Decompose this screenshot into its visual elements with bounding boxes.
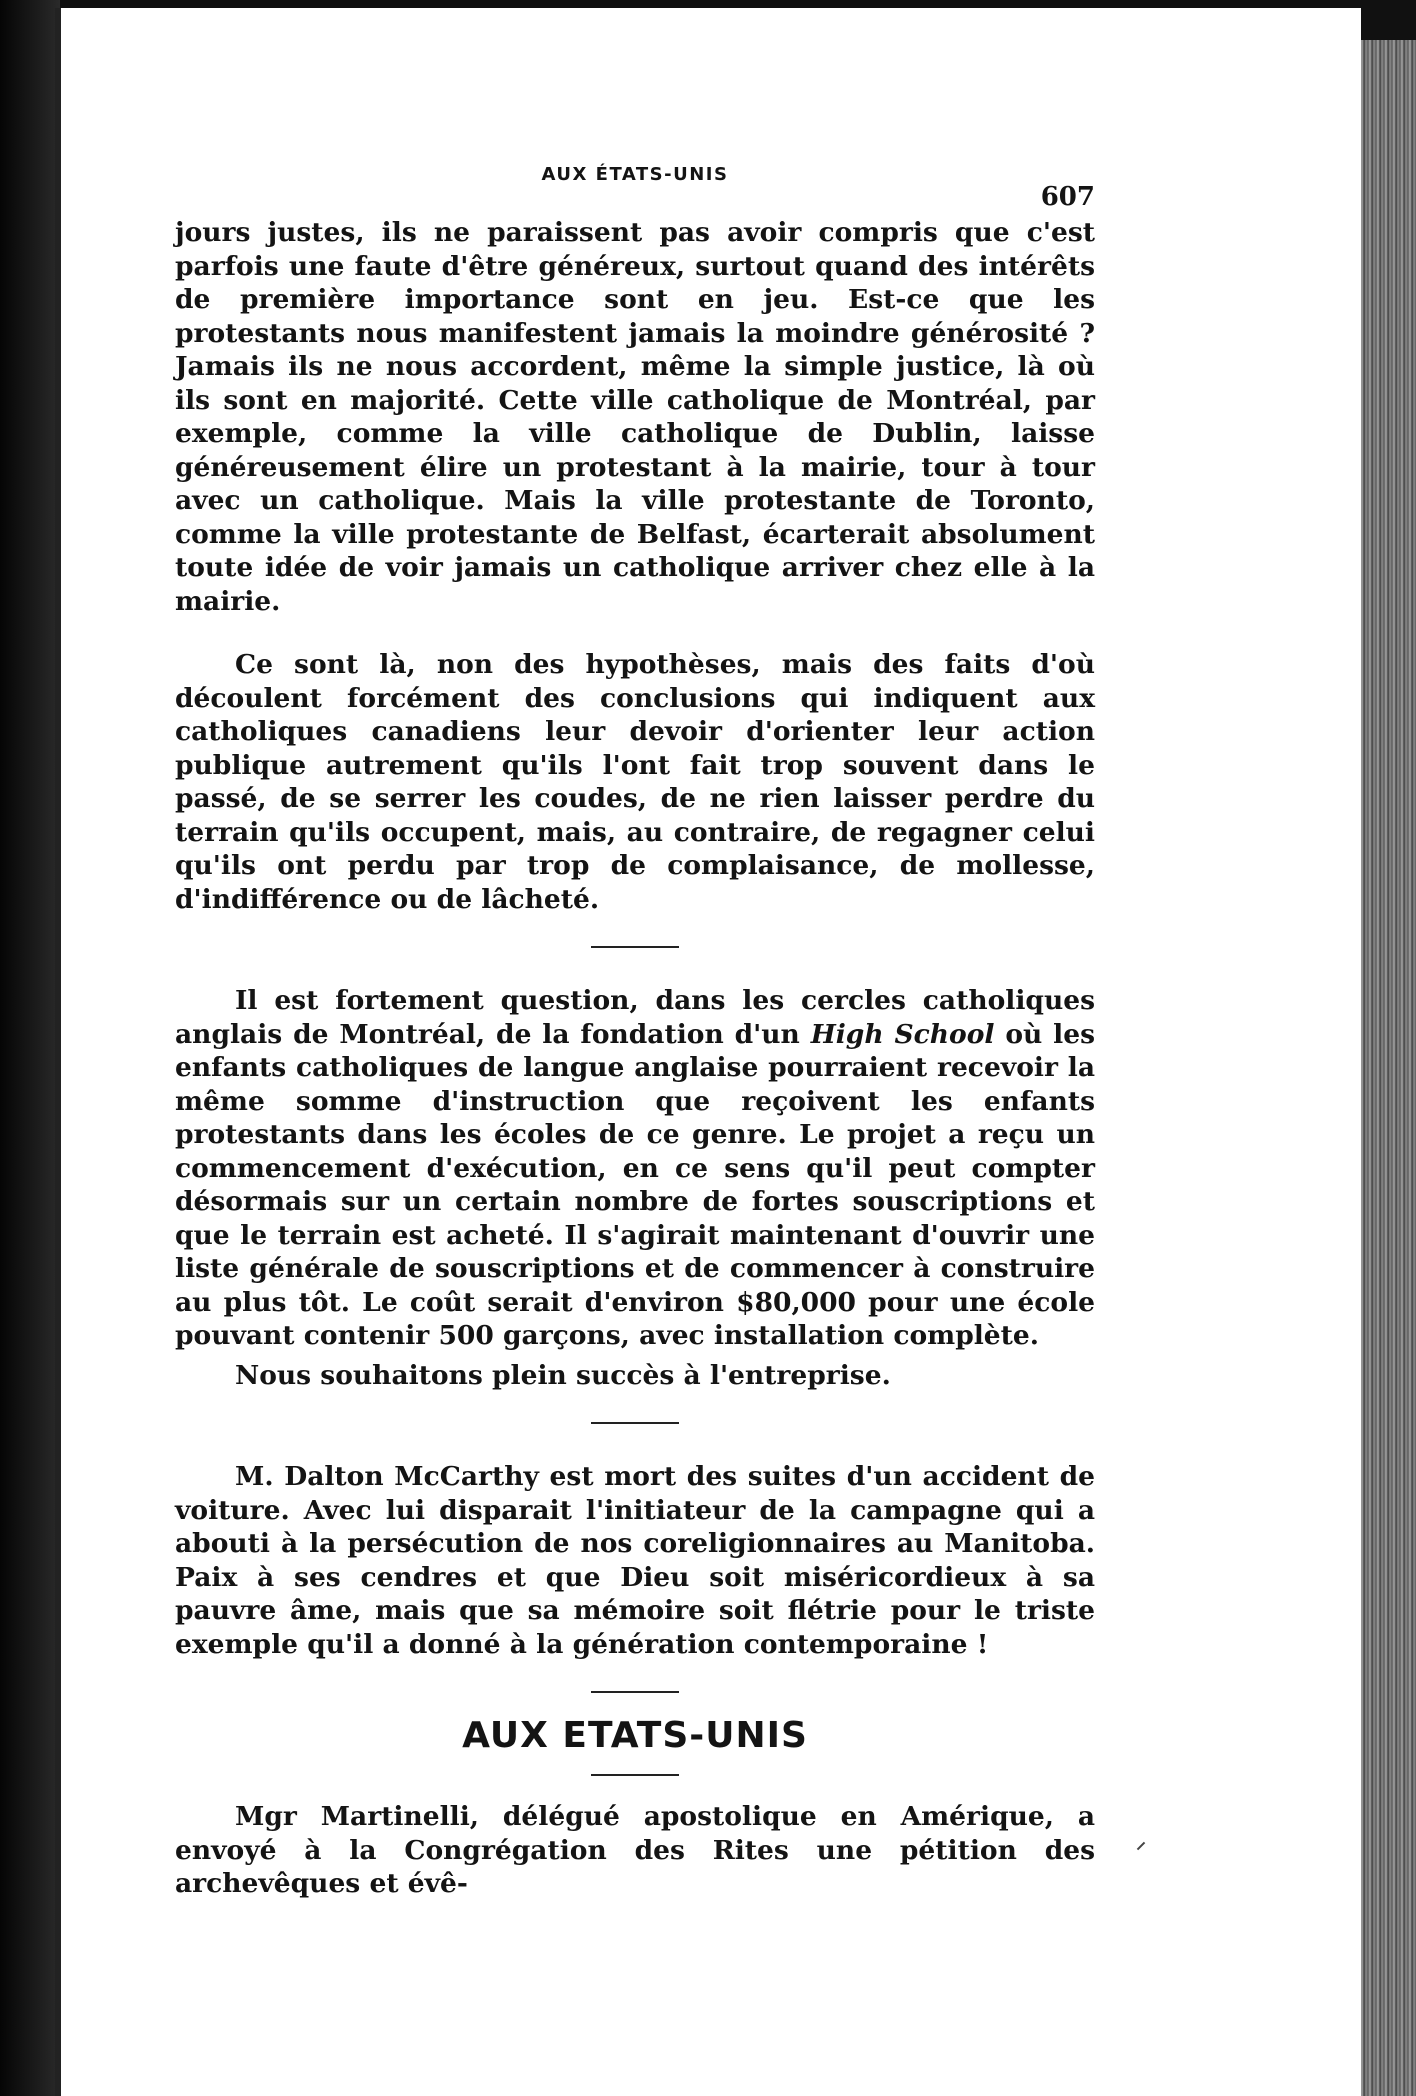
- paragraph-gap: [175, 618, 1095, 648]
- paragraph-wish: Nous souhaitons plein succès à l'entreprise.: [235, 1359, 891, 1391]
- page-number: 607: [1040, 182, 1095, 212]
- paragraph-martinelli: Mgr Martinelli, délégué apostolique en Amérique, a envoyé à la Congrégation des Rites une pétition des archevêques et évê-: [175, 1801, 1095, 1899]
- high-school-text-after: où les enfants catholiques de langue anglaise pourraient recevoir la même somme d'instruction que reçoivent les enfants protestants dans les écoles de ce genre. Le projet a reçu un commencement d'exécution, en ce sens qu'il peut compter désormais sur un certain nombre de fortes souscriptions et que le terrain est acheté. Il s'agirait maintenant d'ouvrir une liste générale de souscriptions et de commencer à construire au plus tôt. Le coût serait d'environ $80,000 pour une école pouvant contenir 500 garçons, avec installation complète.: [175, 1018, 1095, 1351]
- high-school-text-before: Il est fortement question, dans les cercles catholiques anglais de Montréal, de la fondation d'un: [175, 985, 1095, 1050]
- running-title: AUX ÉTATS-UNIS: [541, 164, 729, 185]
- section-title: AUX ETATS-UNIS: [462, 1715, 808, 1756]
- running-head: [175, 160, 1095, 216]
- separator-rule: [591, 1691, 679, 1693]
- high-school-italic: High School: [810, 1018, 995, 1050]
- paragraph-mccarthy: M. Dalton McCarthy est mort des suites d'un accident de voiture. Avec lui disparait l'initiateur de la campagne qui a abouti à la persécution de nos coreligionnaires au Manitoba. Paix à ses cendres et que Dieu soit miséricordieux à sa pauvre âme, mais que sa mémoire soit flétrie pour le triste exemple qu'il a donné à la génération contemporaine !: [175, 1461, 1095, 1660]
- paragraph-conclusions: Ce sont là, non des hypothèses, mais des faits d'où découlent forcément des conclusions qui indiquent aux catholiques canadiens leur devoir d'orienter leur action publique autrement qu'ils l'ont fait trop souvent dans le passé, de se serrer les coudes, de ne rien laisser perdre du terrain qu'ils occupent, mais, au contraire, de regagner celui qu'ils ont perdu par trop de complaisance, de mollesse, d'indifférence ou de lâcheté.: [175, 649, 1095, 915]
- paragraph-continuation: jours justes, ils ne paraissent pas avoir compris que c'est parfois une faute d'être généreux, surtout quand des intérêts de première importance sont en jeu. Est-ce que les protestants nous manifestent jamais la moindre générosité ? Jamais ils ne nous accordent, même la simple justice, là où ils sont en majorité. Cette ville catholique de Montréal, par exemple, comme la ville catholique de Dublin, laisse généreusement élire un protestant à la mairie, tour à tour avec un catholique. Mais la ville protestante de Toronto, comme la ville protestante de Belfast, écarterait absolument toute idée de voir jamais un catholique arriver chez elle à la mairie.: [175, 217, 1095, 617]
- paragraph-high-school: [175, 984, 1095, 1353]
- separator-rule: [591, 1422, 679, 1424]
- separator-rule: [591, 946, 679, 948]
- book-spine-shadow: [0, 0, 60, 2096]
- page-content: [175, 160, 1095, 1901]
- separator-rule: [591, 1774, 679, 1776]
